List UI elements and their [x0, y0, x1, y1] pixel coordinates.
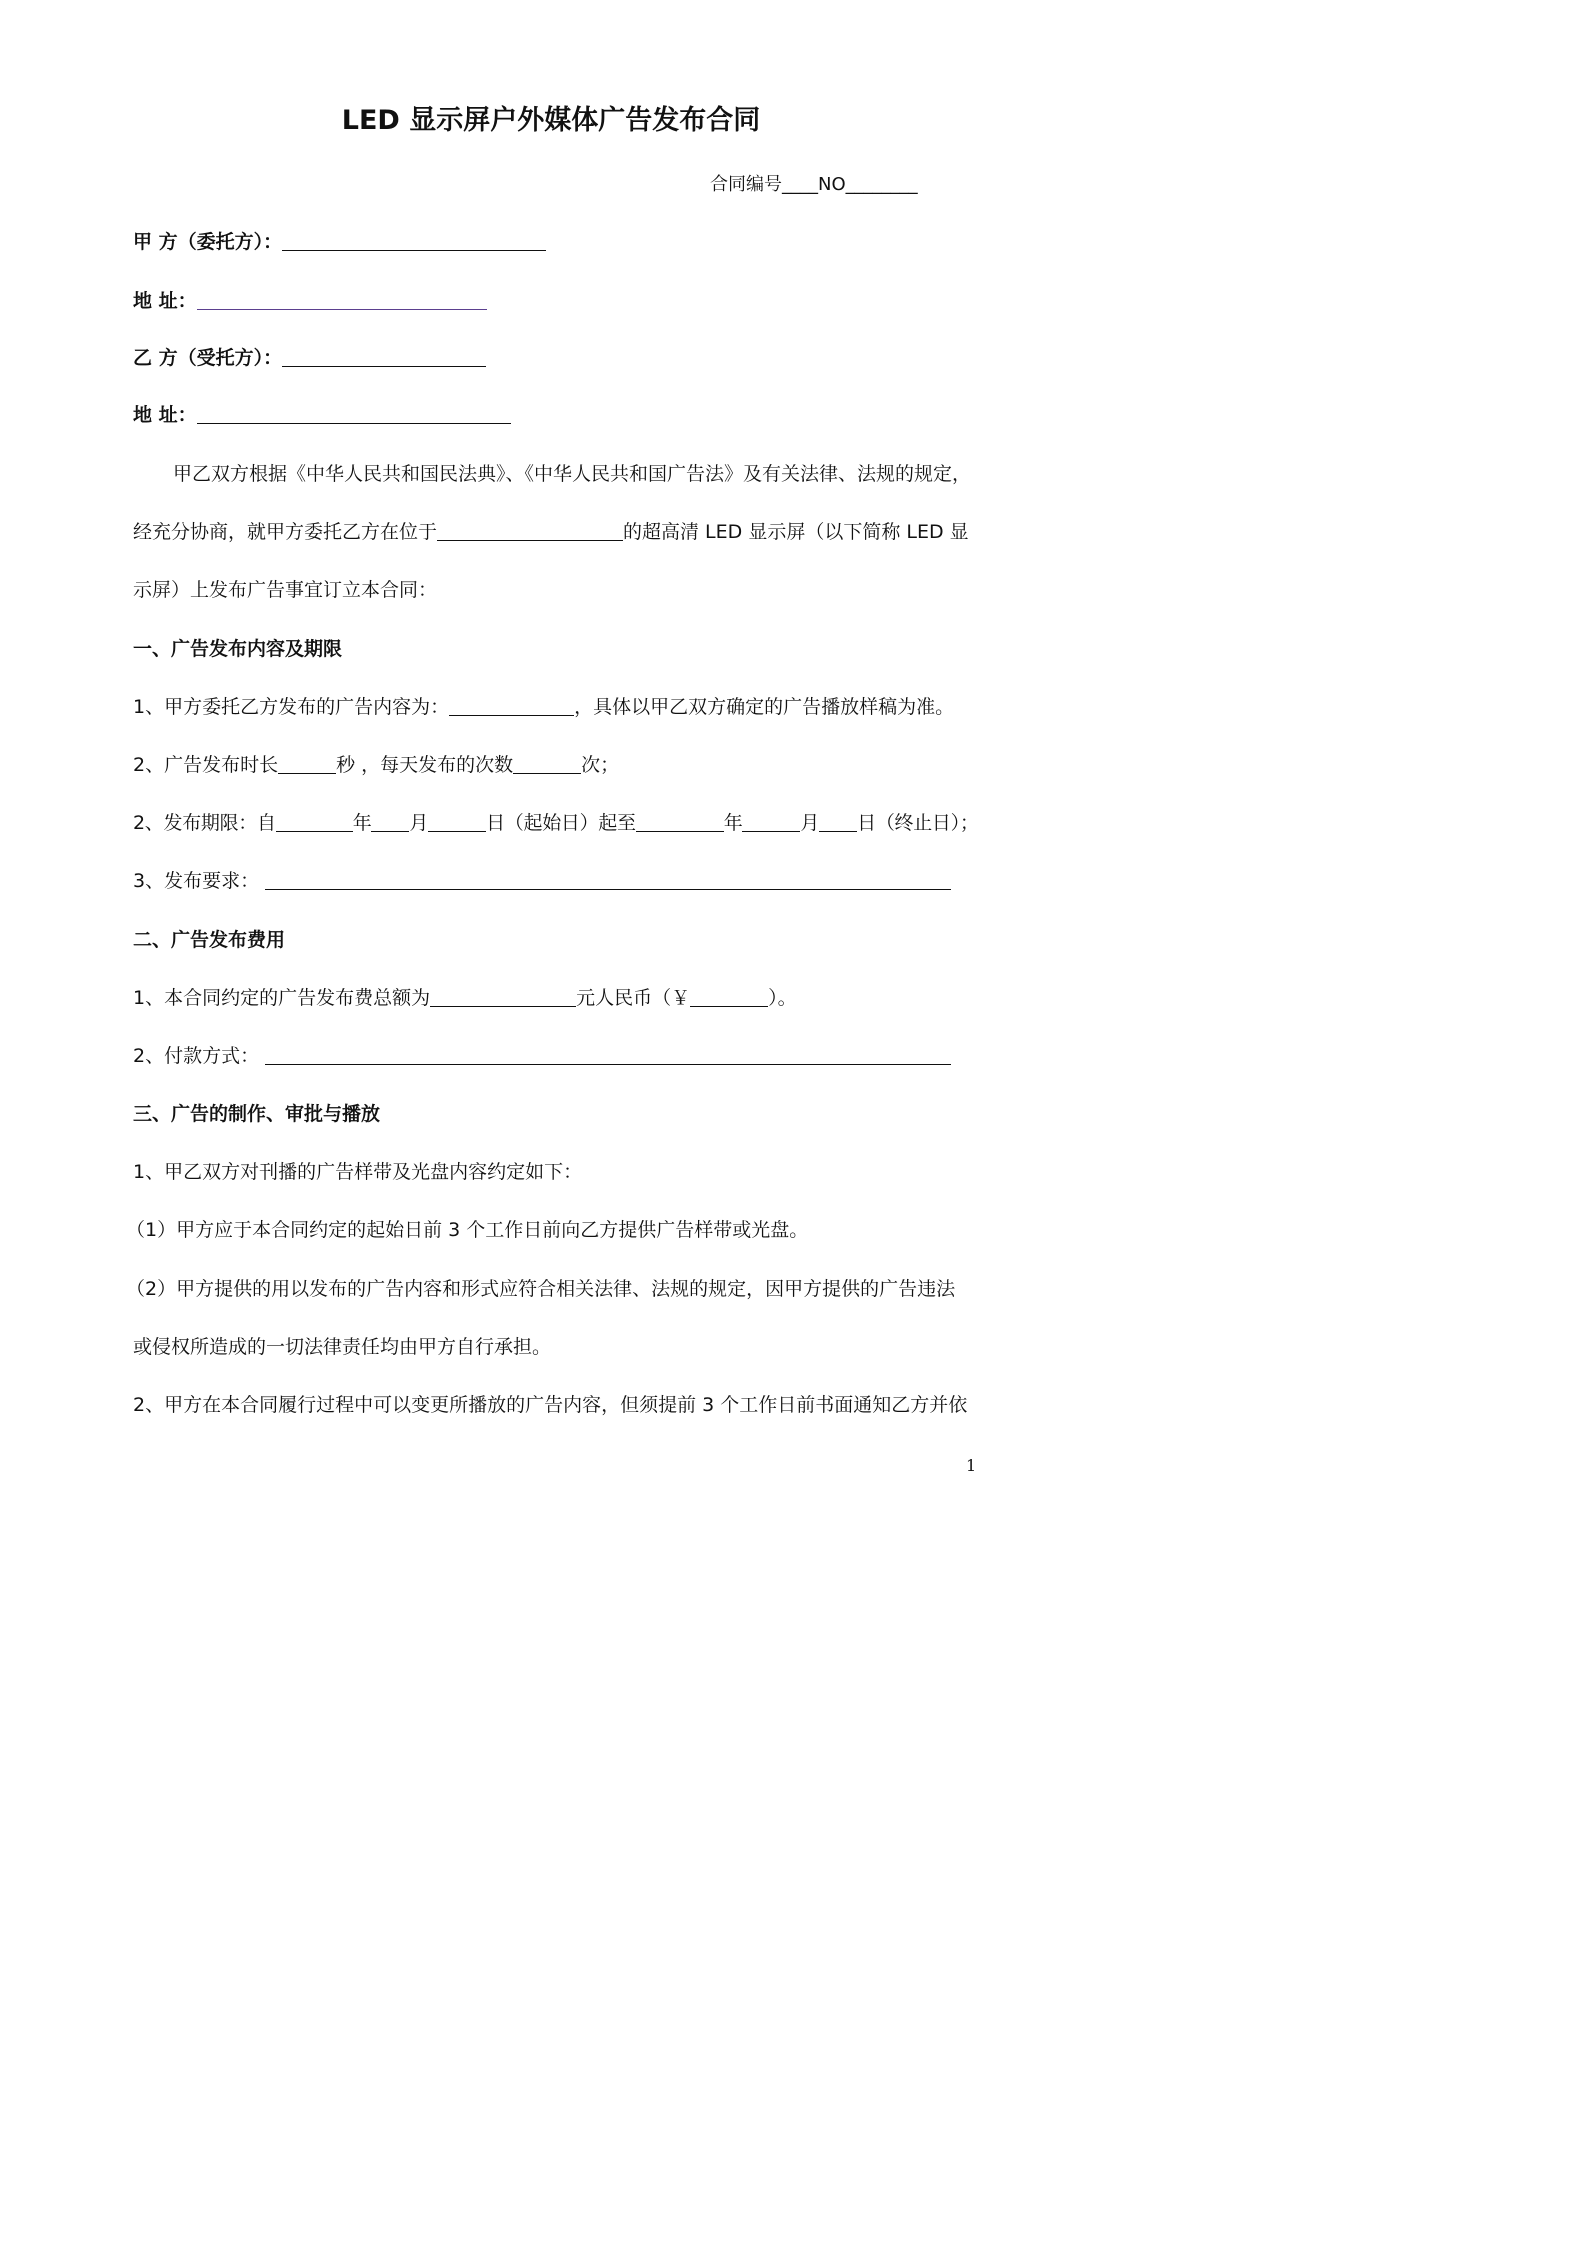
- item-text: 日（起始日）起至: [486, 812, 636, 834]
- section-3-sub-2-line-2: 或侵权所造成的一切法律责任均由甲方自行承担。: [133, 1336, 552, 1358]
- section-3-item-1: 1、甲乙双方对刊播的广告样带及光盘内容约定如下：: [133, 1161, 583, 1183]
- intro-line-3: 示屏）上发布广告事宜订立本合同：: [133, 579, 438, 601]
- section-3-item-2: 2、甲方在本合同履行过程中可以变更所播放的广告内容，但须提前 3 个工作日前书面通知乙方并依: [133, 1394, 968, 1416]
- address-a-line: [133, 288, 487, 314]
- party-a-label: 甲 方（委托方）：: [133, 231, 283, 253]
- item-text: 1、本合同约定的广告发布费总额为: [133, 987, 431, 1009]
- section-3-sub-1: （1）甲方应于本合同约定的起始日前 3 个工作日前向乙方提供广告样带或光盘。: [126, 1219, 809, 1241]
- section-1-heading: 一、广告发布内容及期限: [133, 638, 343, 660]
- end-day-blank[interactable]: [819, 811, 857, 832]
- month-label: 月: [409, 812, 429, 834]
- item-text: ）。: [768, 987, 797, 1009]
- document-title: LED 显示屏户外媒体广告发布合同: [341, 105, 761, 136]
- item-text: 3、发布要求：: [133, 870, 260, 892]
- section-2-item-2: [133, 1043, 951, 1069]
- party-b-blank[interactable]: [282, 346, 486, 367]
- address-b-blank[interactable]: [197, 403, 511, 424]
- address-b-line: [133, 402, 511, 428]
- party-b-label: 乙 方（受托方）：: [133, 347, 283, 369]
- item-text: 2、广告发布时长: [133, 754, 279, 776]
- intro-line-2-end: 的超高清 LED 显示屏（以下简称 LED 显: [623, 521, 969, 543]
- contract-number: 合同编号____NO________: [710, 174, 918, 195]
- start-day-blank[interactable]: [428, 811, 486, 832]
- end-year-blank[interactable]: [636, 811, 724, 832]
- times-blank[interactable]: [513, 753, 581, 774]
- item-text: 1、甲方委托乙方发布的广告内容为：: [133, 696, 450, 718]
- section-3-heading: 三、广告的制作、审批与播放: [133, 1103, 381, 1125]
- requirements-blank[interactable]: [265, 869, 951, 890]
- intro-line-2: [133, 519, 969, 545]
- end-month-blank[interactable]: [742, 811, 800, 832]
- address-a-label: 地 址：: [133, 290, 197, 312]
- party-a-line: [133, 229, 546, 255]
- year-label: 年: [352, 812, 372, 834]
- item-text: 次；: [581, 754, 620, 776]
- address-b-label: 地 址：: [133, 404, 197, 426]
- location-blank[interactable]: [437, 520, 623, 541]
- start-month-blank[interactable]: [371, 811, 409, 832]
- item-text: 元人民币（￥: [576, 987, 691, 1009]
- party-b-line: [133, 345, 486, 371]
- item-text: 2、发布期限：自: [133, 812, 276, 834]
- item-text: 日（终止日）；: [857, 812, 979, 834]
- section-3-sub-2-line-1: （2）甲方提供的用以发布的广告内容和形式应符合相关法律、法规的规定，因甲方提供的广告违法: [126, 1278, 956, 1300]
- section-1-item-2: [133, 752, 619, 778]
- section-1-item-4: [133, 868, 951, 894]
- month-label: 月: [800, 812, 820, 834]
- item-text: 秒 ，每天发布的次数: [336, 754, 514, 776]
- start-year-blank[interactable]: [276, 811, 353, 832]
- section-1-item-3: [133, 810, 979, 836]
- item-text: 2、付款方式：: [133, 1045, 260, 1067]
- fee-amount-blank[interactable]: [690, 986, 768, 1007]
- section-1-item-1: [133, 694, 954, 720]
- party-a-blank[interactable]: [282, 230, 546, 251]
- ad-content-blank[interactable]: [449, 695, 574, 716]
- intro-line-2-start: 经充分协商，就甲方委托乙方在位于: [133, 521, 438, 543]
- section-2-item-1: [133, 985, 797, 1011]
- item-text: ，具体以甲乙双方确定的广告播放样稿为准。: [574, 696, 955, 718]
- payment-method-blank[interactable]: [265, 1044, 951, 1065]
- duration-blank[interactable]: [278, 753, 336, 774]
- year-label: 年: [723, 812, 743, 834]
- address-a-blank[interactable]: [197, 289, 487, 310]
- intro-line-1: 甲乙双方根据《中华人民共和国民法典》、《中华人民共和国广告法》及有关法律、法规的规定，: [173, 463, 972, 485]
- total-fee-blank[interactable]: [430, 986, 576, 1007]
- section-2-heading: 二、广告发布费用: [133, 929, 286, 951]
- page-number: 1: [966, 1456, 977, 1475]
